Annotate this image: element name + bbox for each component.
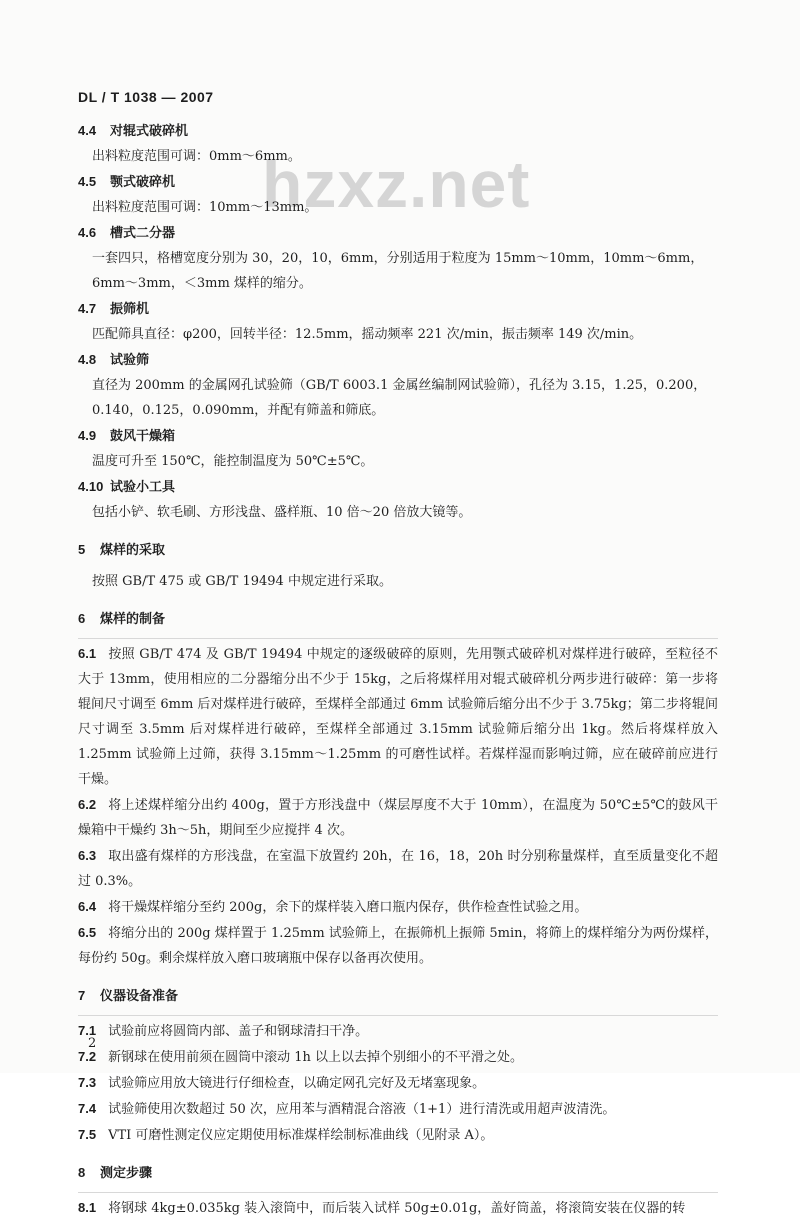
- clause-body: 出料粒度范围可调：0mm～6mm。: [92, 149, 301, 164]
- clause-number: 6.2: [78, 797, 97, 812]
- clause-body: 包括小铲、软毛刷、方形浅盘、盛样瓶、10 倍～20 倍放大镜等。: [92, 505, 472, 520]
- clause-text: 试验筛应用放大镜进行仔细检查，以确定网孔完好及无堵塞现象。: [108, 1076, 486, 1091]
- clause-number: 6.5: [78, 925, 97, 940]
- clause-title: 试验筛: [110, 352, 150, 367]
- section-number: 5: [78, 542, 86, 557]
- clause-paragraph: [78, 1044, 718, 1070]
- standard-code-header: DL / T 1038 — 2007: [78, 89, 214, 105]
- clause-title: 颚式破碎机: [110, 174, 176, 189]
- equipment-list: [78, 118, 718, 525]
- clause-text: 将上述煤样缩分出约 400g，置于方形浅盘中（煤层厚度不大于 10mm），在温度为 50℃±5℃的鼓风干燥箱中干燥约 3h～5h，期间至少应搅拌 4 次。: [78, 798, 718, 838]
- section-title: 煤样的制备: [100, 611, 166, 626]
- clause-text: 将干燥煤样缩分至约 200g，余下的煤样装入磨口瓶内保存，供作检查性试验之用。: [108, 900, 588, 915]
- clause-text: 新钢球在使用前须在圆筒中滚动 1h 以上以去掉个别细小的不平滑之处。: [108, 1050, 523, 1065]
- clause-body: 匹配筛具直径：φ200，回转半径：12.5mm，摇动频率 221 次/min，振击频率 149 次/min。: [92, 327, 643, 342]
- clause-paragraph: [78, 894, 718, 920]
- clause-number: 4.7: [78, 301, 97, 316]
- section-number: 8: [78, 1165, 86, 1180]
- clause-number: 6.3: [78, 848, 97, 863]
- section-heading: [78, 1160, 718, 1186]
- clause-title: 槽式二分器: [110, 225, 176, 240]
- clause-paragraph: [78, 1096, 718, 1122]
- clause-number: 4.5: [78, 174, 97, 189]
- clause-number: 7.1: [78, 1023, 97, 1038]
- divider: [78, 1192, 718, 1193]
- clause-body: 直径为 200mm 的金属网孔试验筛（GB/T 6003.1 金属丝编制网试验筛），孔径为 3.15，1.25，0.200，0.140，0.125，0.090mm，并配有筛盖和筛底。: [92, 378, 707, 418]
- clause-number: 4.10: [78, 479, 104, 494]
- clause-body: 一套四只，格槽宽度分别为 30，20，10，6mm，分别适用于粒度为 15mm～10mm，10mm～6mm，6mm～3mm，＜3mm 煤样的缩分。: [92, 251, 704, 291]
- clause-paragraph: [78, 920, 718, 971]
- clause-number: 7.2: [78, 1049, 97, 1064]
- clause-paragraph: [78, 641, 718, 792]
- clause-text: 将缩分出的 200g 煤样置于 1.25mm 试验筛上，在振筛机上振筛 5min，将筛上的煤样缩分为两份煤样，每份约 50g。剩余煤样放入磨口玻璃瓶中保存以备再次使用。: [78, 926, 718, 966]
- section-number: 6: [78, 611, 86, 626]
- clause-body: 温度可升至 150℃，能控制温度为 50℃±5℃。: [92, 454, 374, 469]
- clause-number: 4.9: [78, 428, 97, 443]
- clause-number: 4.6: [78, 225, 97, 240]
- clause-body: 出料粒度范围可调：10mm～13mm。: [92, 200, 318, 215]
- clause-paragraph: [78, 1070, 718, 1096]
- clause-title: 试验小工具: [110, 479, 176, 494]
- clause-number: 6.1: [78, 646, 97, 661]
- section-title: 测定步骤: [100, 1165, 153, 1180]
- section-heading: [78, 606, 718, 632]
- clause-text: 取出盛有煤样的方形浅盘，在室温下放置约 20h，在 16，18，20h 时分别称量煤样，直至质量变化不超过 0.3%。: [78, 849, 718, 889]
- section-body: 按照 GB/T 475 或 GB/T 19494 中规定进行采取。: [92, 574, 392, 589]
- clause-number: 4.8: [78, 352, 97, 367]
- section-title: 仪器设备准备: [100, 988, 179, 1003]
- clause-text: VTI 可磨性测定仪应定期使用标准煤样绘制标准曲线（见附录 A）。: [108, 1128, 494, 1143]
- page-number: 2: [88, 1036, 97, 1051]
- clause-title: 振筛机: [110, 301, 150, 316]
- clause-paragraph: [78, 792, 718, 843]
- clause-paragraph: [78, 1122, 718, 1148]
- divider: [78, 1015, 718, 1016]
- clause-number: 7.4: [78, 1101, 97, 1116]
- clause-number: 4.4: [78, 123, 97, 138]
- clause-number: 7.3: [78, 1075, 97, 1090]
- watermark-logo: hzxz.net: [262, 147, 531, 221]
- clause-text: 将钢球 4kg±0.035kg 装入滚筒中，而后装入试样 50g±0.01g，盖好筒盖，将滚筒安装在仪器的转: [108, 1201, 686, 1216]
- section-heading: [78, 983, 718, 1009]
- document-body: [78, 118, 718, 1221]
- clause-number: 8.1: [78, 1200, 97, 1215]
- clause-paragraph: [78, 1195, 718, 1221]
- clause-text: 试验筛使用次数超过 50 次，应用苯与酒精混合溶液（1+1）进行清洗或用超声波清洗。: [108, 1102, 616, 1117]
- clause-text: 试验前应将圆筒内部、盖子和钢球清扫干净。: [108, 1024, 369, 1039]
- divider: [78, 638, 718, 639]
- clause-number: 6.4: [78, 899, 97, 914]
- section-title: 煤样的采取: [100, 542, 166, 557]
- clause-text: 按照 GB/T 474 及 GB/T 19494 中规定的逐级破碎的原则，先用颚式破碎机对煤样进行破碎，至粒径不大于 13mm，使用相应的二分器缩分出不少于 15kg，之后将煤样用对辊式破碎机分两步进行破碎：第一步将辊间尺寸调至 6mm 后对煤样进行破碎，至煤样全部通过 6mm 试验筛后缩分出不少于 3.75kg；第二步将辊间尺寸调至 3.5mm 后对煤样进行破碎，至煤样全部通过 3.15mm 试验筛后缩分出 1kg。然后将煤样放入 1.25mm 试验筛上过筛，获得 3.15mm～1.25mm 的可磨性试样。若煤样湿而影响过筛，应在破碎前应进行干燥。: [78, 647, 718, 787]
- clause-title: 鼓风干燥箱: [110, 428, 176, 443]
- clause-paragraph: [78, 843, 718, 894]
- clause-paragraph: [78, 1018, 718, 1044]
- section-number: 7: [78, 988, 86, 1003]
- section-heading: [78, 537, 718, 563]
- clause-number: 7.5: [78, 1127, 97, 1142]
- clause-title: 对辊式破碎机: [110, 123, 189, 138]
